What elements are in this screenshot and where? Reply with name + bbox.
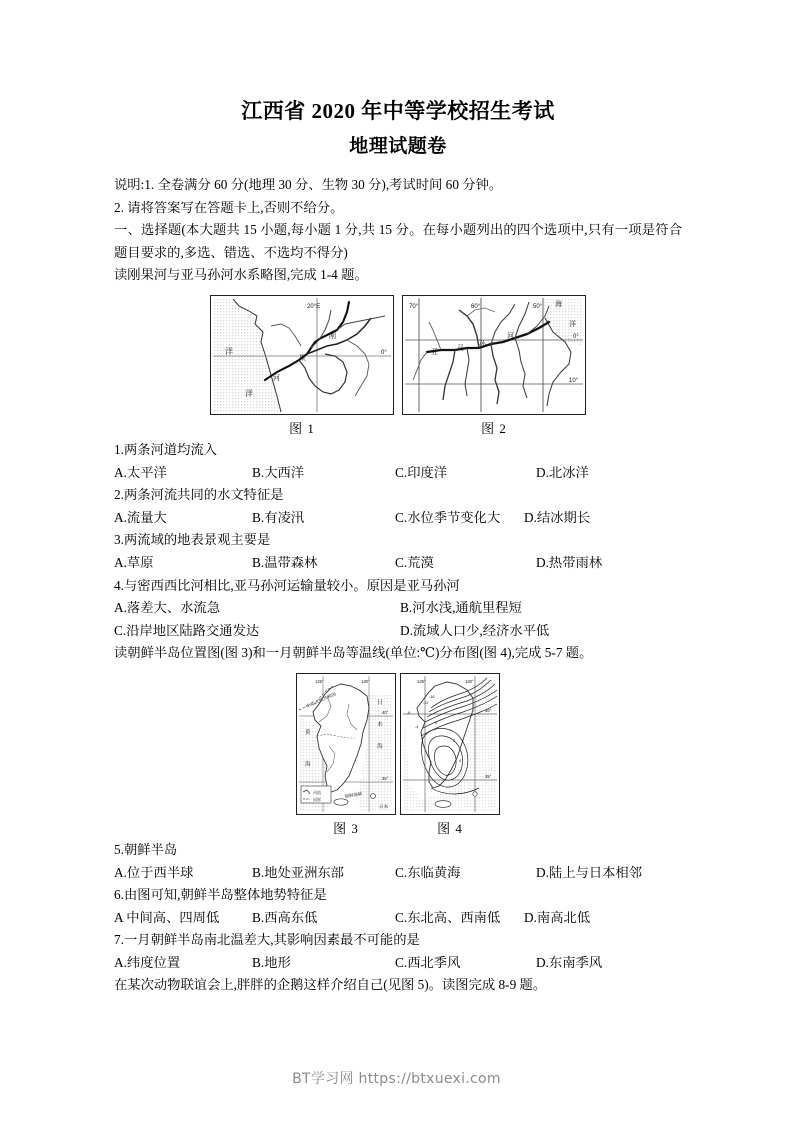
fig3-label-35: 35° <box>382 775 389 781</box>
document-content <box>114 96 682 997</box>
option-3-d[interactable]: D.热带雨林 <box>536 554 603 570</box>
figure-row-2 <box>114 673 682 837</box>
option-7-b[interactable]: B.地形 <box>252 954 291 970</box>
figure-1-frame <box>210 295 394 415</box>
question-5-stem: 5.朝鲜半岛 <box>114 841 178 857</box>
question-7-stem: 7.一月朝鲜半岛南北温差大,其影响因素最不可能的是 <box>114 932 420 948</box>
footer-watermark: BT学习网 https://btxuexi.com <box>292 1071 501 1087</box>
question-6-options <box>114 907 682 930</box>
fig2-label-50: 50° <box>533 303 543 310</box>
question-5-options <box>114 862 682 885</box>
instruction-line-2: 2. 请将答案写在答题卡上,否则不给分。 <box>114 199 344 215</box>
question-3-options <box>114 552 682 575</box>
fig1-label-river3: 河 <box>273 373 280 382</box>
fig3-label-125: 125° <box>315 678 324 684</box>
option-7-d[interactable]: D.东南季风 <box>536 954 603 970</box>
congo-river-map <box>211 296 393 414</box>
option-5-b[interactable]: B.地处亚洲东部 <box>252 864 344 880</box>
fig2-label-ocean2: 洋 <box>569 319 576 328</box>
fig2-label-he: 河 <box>507 331 514 340</box>
question-3-stem: 3.两流域的地表景观主要是 <box>114 532 271 548</box>
page-title: 江西省 2020 年中等学校招生考试 <box>241 99 555 123</box>
question-2-options <box>114 507 682 530</box>
fig4-label-2: 2 <box>453 738 456 743</box>
fig4-label-40: 40° <box>485 707 492 713</box>
fig2-label-60: 60° <box>471 303 481 310</box>
option-2-b[interactable]: B.有凌汛 <box>252 509 305 525</box>
fig3-label-japan: 日本 <box>379 803 389 809</box>
question-4-stem: 4.与密西西比河相比,亚马孙河运输量较小。原因是亚马孙河 <box>114 577 460 593</box>
section-heading: 一、选择题(本大题共 15 小题,每小题 1 分,共 15 分。在每小题列出的四个选项中,只有一项是符合题目要求的,多选、错选、不选均不得分) <box>114 222 682 260</box>
figure-1-caption: 图 1 <box>289 420 315 436</box>
option-5-a[interactable]: A.位于西半球 <box>114 864 194 880</box>
fig4-label-125: 125° <box>417 678 426 684</box>
option-1-b[interactable]: B.大西洋 <box>252 464 305 480</box>
fig1-label-20E: 20°E <box>307 303 321 310</box>
fig1-label-0: 0° <box>381 349 387 356</box>
option-6-a[interactable]: A 中间高、四周低 <box>114 909 220 925</box>
fig4-label-35: 35° <box>485 773 492 779</box>
fig1-label-river: 果 <box>299 353 306 362</box>
passage-intro-1: 读刚果河与亚马孙河水系略图,完成 1-4 题。 <box>114 267 368 283</box>
passage-intro-3: 在某次动物联谊会上,胖胖的企鹅这样介绍自己(见图 5)。读图完成 8-9 题。 <box>114 977 547 993</box>
option-4-c[interactable]: C.沿岸地区陆路交通发达 <box>114 622 260 638</box>
question-7-options <box>114 952 682 975</box>
fig3-label-japan-sea-2: 本 <box>377 721 383 728</box>
korea-isotherm-map <box>401 674 499 814</box>
option-1-d[interactable]: D.北冰洋 <box>536 464 589 480</box>
fig3-legend-river: 河流 <box>313 789 321 795</box>
fig4-label-m12: -12 <box>423 700 429 705</box>
fig4-label-4: 4 <box>459 758 462 763</box>
fig4-label-m16: -16 <box>429 694 435 699</box>
option-3-c[interactable]: C.荒漠 <box>395 554 434 570</box>
option-4-d[interactable]: D.流域人口少,经济水平低 <box>400 622 550 638</box>
fig3-label-yellow-sea-2: 海 <box>305 761 311 768</box>
question-2-stem: 2.两条河流共同的水文特征是 <box>114 487 284 503</box>
fig1-label-river2: 刚 <box>329 331 336 340</box>
figure-row-1 <box>114 295 682 437</box>
option-6-b[interactable]: B.西高东低 <box>252 909 318 925</box>
figure-1 <box>210 295 394 437</box>
fig4-label-130: 130° <box>465 678 474 684</box>
page-subtitle: 地理试题卷 <box>349 136 447 157</box>
question-4-options-row1 <box>114 597 682 620</box>
option-2-c[interactable]: C.水位季节变化大 <box>395 509 501 525</box>
fig3-label-japan-sea-3: 海 <box>377 743 383 750</box>
option-5-d[interactable]: D.陆上与日本相邻 <box>536 864 643 880</box>
fig3-label-130: 130° <box>361 678 370 684</box>
option-2-d[interactable]: D.结冰期长 <box>524 509 591 525</box>
figure-4-caption: 图 4 <box>437 820 463 836</box>
figure-4-frame <box>400 673 500 815</box>
figure-3-caption: 图 3 <box>333 820 359 836</box>
fig2-label-ma: 马 <box>457 343 464 352</box>
fig4-label-m4: -4 <box>415 724 419 729</box>
fig2-label-10: 10° <box>569 377 579 384</box>
option-2-a[interactable]: A.流量大 <box>114 509 167 525</box>
figure-2-caption: 图 2 <box>481 420 507 436</box>
option-4-b[interactable]: B.河水浅,通航里程短 <box>400 600 522 616</box>
figure-2-frame <box>402 295 586 415</box>
instructions-block <box>114 174 682 287</box>
fig2-label-sun: 孙 <box>479 339 486 348</box>
question-6-stem: 6.由图可知,朝鲜半岛整体地势特征是 <box>114 887 327 903</box>
figure-2 <box>402 295 586 437</box>
passage-intro-2: 读朝鲜半岛位置图(图 3)和一月朝鲜半岛等温线(单位:℃)分布图(图 4),完成 5-7 题。 <box>114 645 593 661</box>
option-1-a[interactable]: A.太平洋 <box>114 464 167 480</box>
fig4-label-0: 0 <box>435 720 438 725</box>
figure-4 <box>400 673 500 837</box>
fig3-label-japan-sea-1: 日 <box>377 699 383 706</box>
option-3-a[interactable]: A.草原 <box>114 554 154 570</box>
option-6-c[interactable]: C.东北高、西南低 <box>395 909 501 925</box>
option-7-c[interactable]: C.西北季风 <box>395 954 461 970</box>
korea-location-map <box>297 674 395 814</box>
fig3-label-yellow-sea-1: 黄 <box>305 729 311 736</box>
fig2-label-ya: 亚 <box>431 347 438 356</box>
fig2-label-0: 0° <box>573 333 579 340</box>
question-4-options-row2 <box>114 620 682 643</box>
option-4-a[interactable]: A.落差大、水流急 <box>114 600 221 616</box>
fig2-label-70: 70° <box>409 303 419 310</box>
option-6-d[interactable]: D.南高北低 <box>524 909 591 925</box>
fig1-label-ocean-a: 洋 <box>225 346 233 356</box>
fig3-label-korea-strait: 朝鲜海峡 <box>344 790 363 799</box>
fig3-legend-border: 国界 <box>313 796 321 802</box>
figure-3 <box>296 673 396 837</box>
fig2-label-ocean1: 海 <box>555 299 562 308</box>
option-3-b[interactable]: B.温带森林 <box>252 554 318 570</box>
fig3-label-china: 中华人民共和国 <box>305 691 337 709</box>
option-7-a[interactable]: A.纬度位置 <box>114 954 181 970</box>
fig4-label-m8: -8 <box>407 710 411 715</box>
fig1-label-ocean-b: 洋 <box>245 388 253 398</box>
question-1-options <box>114 462 682 485</box>
fig3-label-40: 40° <box>382 709 389 715</box>
figure-3-frame <box>296 673 396 815</box>
option-5-c[interactable]: C.东临黄海 <box>395 864 461 880</box>
instruction-line-1: 说明:1. 全卷满分 60 分(地理 30 分、生物 30 分),考试时间 60 分钟。 <box>114 177 503 192</box>
question-1-stem: 1.两条河道均流入 <box>114 441 218 457</box>
amazon-river-map <box>403 296 585 414</box>
option-1-c[interactable]: C.印度洋 <box>395 464 448 480</box>
